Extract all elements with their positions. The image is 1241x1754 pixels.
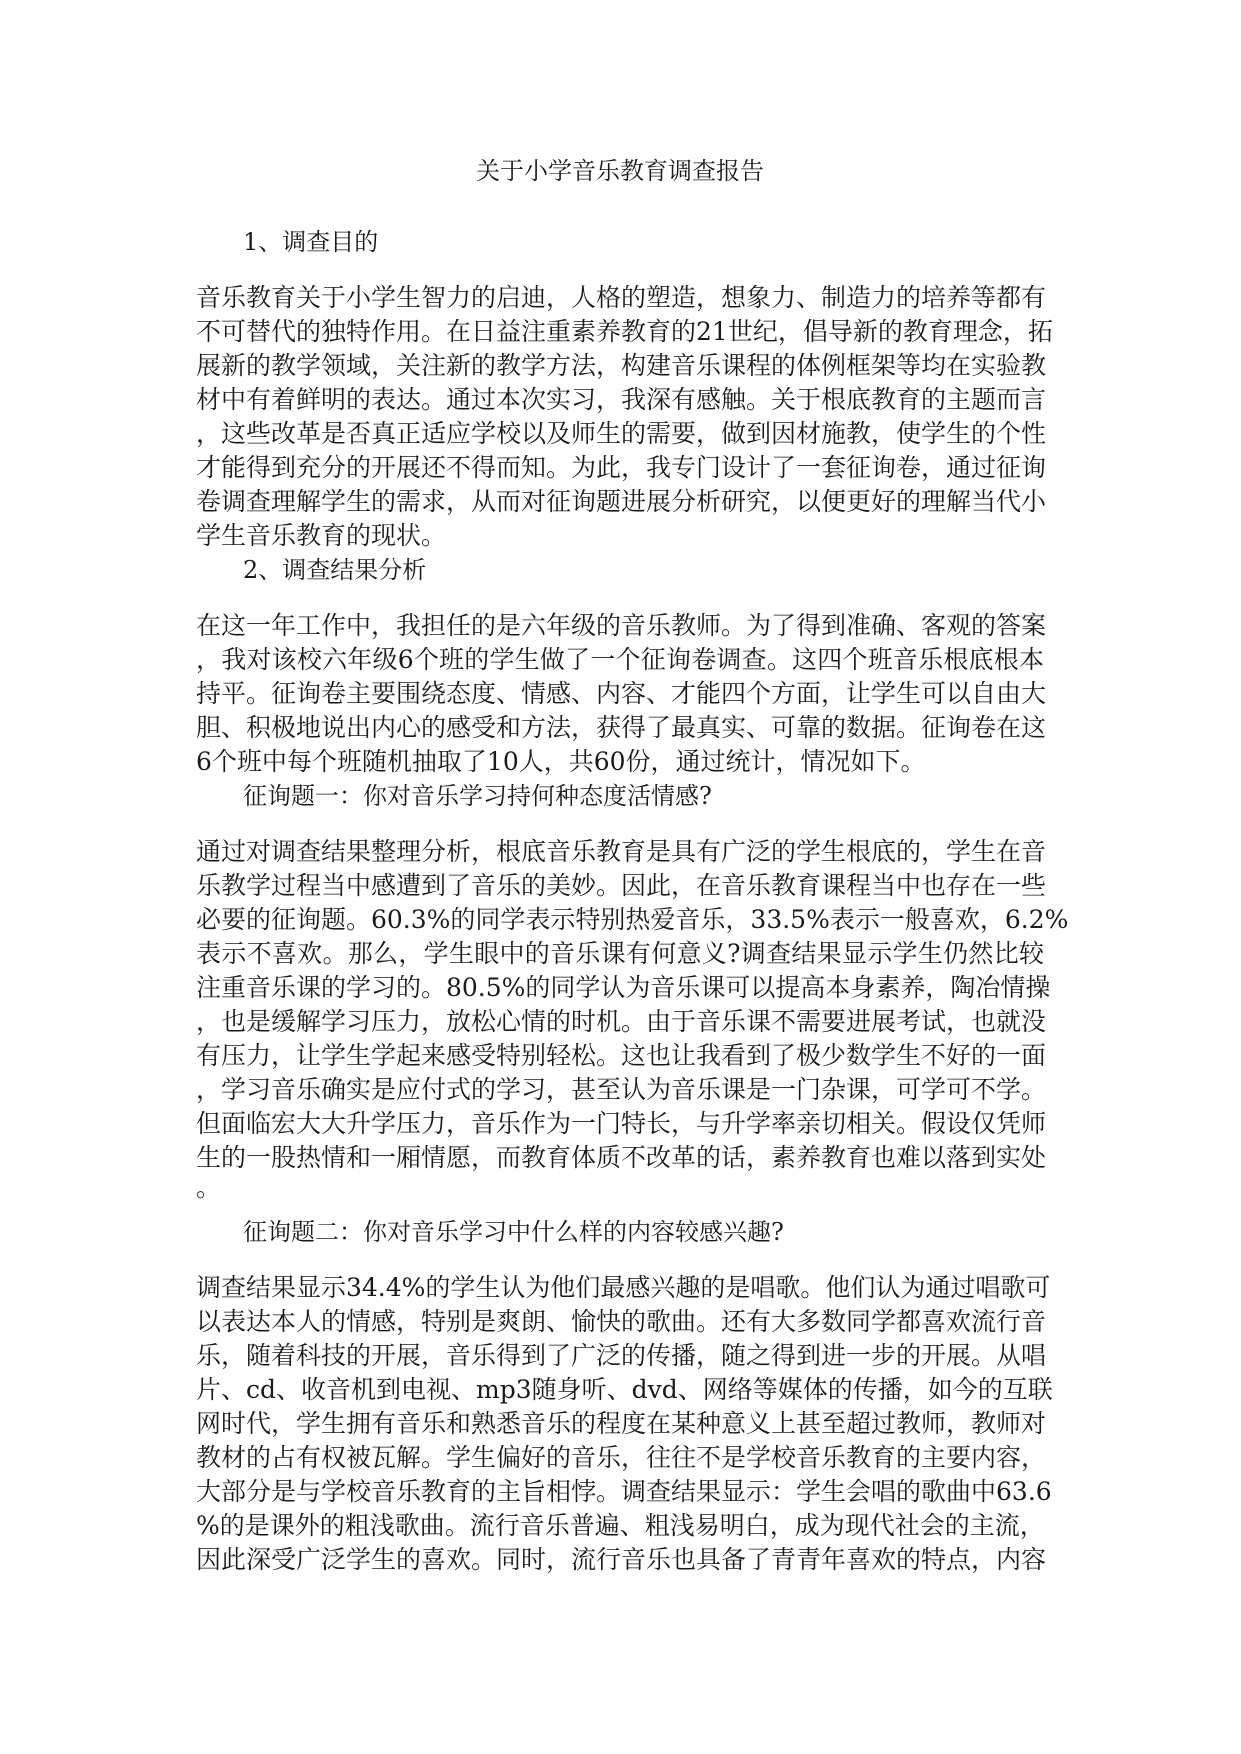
section-heading-purpose: 1、调查目的 <box>243 228 379 256</box>
paragraph-line: 材中有着鲜明的表达。通过本次实习，我深有感触。关于根底教育的主题而言 <box>196 385 1047 414</box>
paragraph-line: 网时代，学生拥有音乐和熟悉音乐的程度在某种意义上甚至超过教师，教师对 <box>196 1409 1047 1438</box>
document-title: 关于小学音乐教育调查报告 <box>476 157 764 185</box>
paragraph-line: 教材的占有权被瓦解。学生偏好的音乐，往往不是学校音乐教育的主要内容， <box>196 1443 1047 1472</box>
paragraph-line: 不可替代的独特作用。在日益注重素养教育的21世纪，倡导新的教育理念，拓 <box>196 317 1053 346</box>
paragraph-line: 片、cd、收音机到电视、mp3随身听、dvd、网络等媒体的传播，如今的互联 <box>196 1375 1053 1404</box>
paragraph-line: 胆、积极地说出内心的感受和方法，获得了最真实、可靠的数据。征询卷在这 <box>196 713 1047 742</box>
paragraph-line: 调查结果显示34.4%的学生认为他们最感兴趣的是唱歌。他们认为通过唱歌可 <box>196 1273 1051 1302</box>
paragraph-line: %的是课外的粗浅歌曲。流行音乐普遍、粗浅易明白，成为现代社会的主流， <box>196 1511 1045 1540</box>
paragraph-line: 展新的教学领域，关注新的教学方法，构建音乐课程的体例框架等均在实验教 <box>196 351 1047 380</box>
paragraph-line: ，我对该校六年级6个班的学生做了一个征询卷调查。这四个班音乐根底根本 <box>196 645 1044 674</box>
paragraph-line: 持平。征询卷主要围绕态度、情感、内容、才能四个方面，让学生可以自由大 <box>196 679 1047 708</box>
paragraph-line: 学生音乐教育的现状。 <box>196 521 447 550</box>
paragraph-line: 通过对调查结果整理分析，根底音乐教育是具有广泛的学生根底的，学生在音 <box>196 837 1047 866</box>
paragraph-line: ，这些改革是否真正适应学校以及师生的需要，做到因材施教，使学生的个性 <box>196 419 1047 448</box>
paragraph-line: 生的一股热情和一厢情愿，而教育体质不改革的话，素养教育也难以落到实处 <box>196 1143 1047 1172</box>
paragraph-line: 有压力，让学生学起来感受特别轻松。这也让我看到了极少数学生不好的一面 <box>196 1041 1047 1070</box>
paragraph-line: 音乐教育关于小学生智力的启迪，人格的塑造，想象力、制造力的培养等都有 <box>196 283 1047 312</box>
paragraph-line: ，也是缓解学习压力，放松心情的时机。由于音乐课不需要进展考试，也就没 <box>196 1007 1047 1036</box>
paragraph-line: 才能得到充分的开展还不得而知。为此，我专门设计了一套征询卷，通过征询 <box>196 453 1047 482</box>
paragraph-line: 在这一年工作中，我担任的是六年级的音乐教师。为了得到准确、客观的答案 <box>196 611 1047 640</box>
paragraph-line: 6个班中每个班随机抽取了10人，共60份，通过统计，情况如下。 <box>196 747 926 776</box>
paragraph-line: 。 <box>196 1173 222 1202</box>
paragraph-line: 乐教学过程当中感遭到了音乐的美妙。因此，在音乐教育课程当中也存在一些 <box>196 871 1047 900</box>
paragraph-line: 注重音乐课的学习的。80.5%的同学认为音乐课可以提高本身素养，陶冶情操 <box>196 973 1051 1002</box>
paragraph-line: ，学习音乐确实是应付式的学习，甚至认为音乐课是一门杂课，可学可不学。 <box>196 1075 1047 1104</box>
paragraph-line: 乐，随着科技的开展，音乐得到了广泛的传播，随之得到进一步的开展。从唱 <box>196 1341 1047 1370</box>
paragraph-line: 但面临宏大大升学压力，音乐作为一门特长，与升学率亲切相关。假设仅凭师 <box>196 1109 1047 1138</box>
paragraph-line: 大部分是与学校音乐教育的主旨相悖。调查结果显示：学生会唱的歌曲中63.6 <box>196 1477 1052 1506</box>
question-heading-1: 征询题一：你对音乐学习持何种态度活情感? <box>243 782 712 810</box>
paragraph-line: 因此深受广泛学生的喜欢。同时，流行音乐也具备了青青年喜欢的特点，内容 <box>196 1545 1047 1574</box>
paragraph-line: 必要的征询题。60.3%的同学表示特别热爱音乐，33.5%表示一般喜欢，6.2% <box>196 905 1069 934</box>
section-heading-analysis: 2、调查结果分析 <box>243 556 427 584</box>
paragraph-line: 卷调查理解学生的需求，从而对征询题进展分析研究，以便更好的理解当代小 <box>196 487 1047 516</box>
question-heading-2: 征询题二：你对音乐学习中什么样的内容较感兴趣? <box>243 1218 784 1246</box>
paragraph-line: 表示不喜欢。那么，学生眼中的音乐课有何意义?调查结果显示学生仍然比较 <box>196 939 1044 968</box>
paragraph-line: 以表达本人的情感，特别是爽朗、愉快的歌曲。还有大多数同学都喜欢流行音 <box>196 1307 1047 1336</box>
